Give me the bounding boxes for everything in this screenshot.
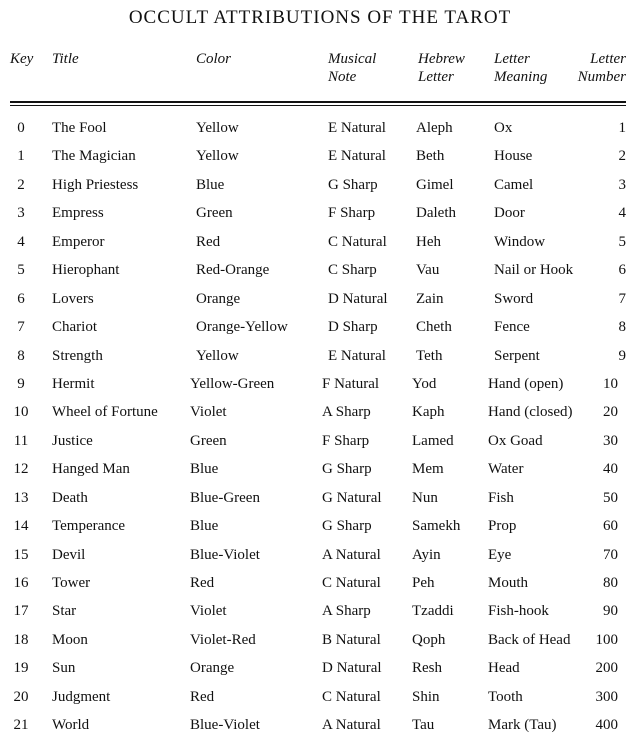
cell-title: Empress [52,205,104,222]
cell-hebrew-letter: Zain [416,290,444,307]
cell-color: Violet [190,404,227,421]
cell-key: 8 [17,347,25,364]
cell-key: 1 [17,148,25,165]
cell-letter-meaning: Mouth [488,575,529,591]
cell-letter-number: 5 [618,233,626,250]
header-key [10,50,33,68]
table-row [0,597,640,625]
cell-key: 0 [17,120,25,136]
cell-letter-meaning: Fence [494,319,530,336]
header-letter-meaning [494,50,547,86]
cell-letter-number: 400 [595,717,618,734]
cell-musical-note: C Natural [322,688,381,705]
table-row [0,199,640,227]
cell-letter-meaning: Water [488,461,524,478]
cell-color: Blue-Violet [190,717,260,734]
cell-color: Blue [196,176,225,193]
header-hebrew-letter [418,50,465,86]
cell-letter-number: 7 [618,290,626,307]
cell-hebrew-letter: Samekh [412,518,461,535]
cell-key: 12 [13,461,29,478]
cell-letter-number: 10 [603,375,618,392]
cell-key: 14 [13,518,29,535]
header-title-label: Title [52,51,79,67]
cell-letter-number: 90 [603,603,618,620]
cell-key: 15 [13,546,29,563]
table-row [0,171,640,199]
cell-letter-number: 300 [595,688,618,705]
table-header [0,50,640,98]
header-rule-thin [10,105,626,106]
cell-letter-number: 100 [595,631,618,648]
cell-key: 13 [13,489,29,506]
cell-letter-number: 200 [595,660,618,677]
cell-hebrew-letter: Gimel [416,176,454,193]
cell-musical-note: D Natural [328,290,388,307]
cell-letter-meaning: Camel [494,176,534,193]
cell-letter-number: 70 [603,546,618,563]
cell-key: 18 [13,631,29,648]
cell-color: Blue-Violet [190,546,260,563]
cell-key: 20 [13,688,29,705]
cell-hebrew-letter: Heh [416,233,441,250]
cell-letter-number: 80 [603,575,618,591]
cell-title: Sun [52,660,76,677]
cell-letter-number: 20 [603,404,618,421]
cell-key: 17 [13,603,29,620]
cell-musical-note: C Sharp [328,262,377,279]
cell-key: 19 [13,660,29,677]
cell-musical-note: F Sharp [322,432,370,449]
cell-color: Violet-Red [190,631,256,648]
table-row [0,683,640,711]
table-row [0,228,640,256]
cell-title: High Priestess [52,176,139,193]
cell-title: Wheel of Fortune [52,404,158,421]
cell-hebrew-letter: Tzaddi [412,603,454,620]
cell-letter-number: 40 [603,461,618,478]
table-row [0,114,640,142]
cell-musical-note: C Natural [322,575,381,591]
cell-musical-note: G Sharp [328,176,378,193]
cell-title: Strength [52,347,103,364]
cell-letter-number: 8 [618,319,626,336]
cell-musical-note: A Sharp [322,603,371,620]
cell-musical-note: D Sharp [328,319,378,336]
cell-hebrew-letter: Lamed [412,432,454,449]
cell-musical-note: D Natural [322,660,382,677]
cell-hebrew-letter: Nun [412,489,438,506]
header-rule-thick [10,101,626,103]
cell-musical-note: F Sharp [328,205,376,222]
header-hebrew-letter-line2: Letter [418,69,454,85]
cell-musical-note: E Natural [328,120,386,136]
cell-letter-number: 3 [618,176,626,193]
table-row [0,541,640,569]
cell-color: Orange [196,290,241,307]
header-color [196,50,231,68]
cell-musical-note: E Natural [328,148,386,165]
cell-letter-meaning: Door [494,205,525,222]
cell-letter-number: 60 [603,518,618,535]
cell-title: Temperance [52,518,126,535]
table-row [0,455,640,483]
cell-letter-number: 6 [618,262,626,279]
cell-letter-meaning: Serpent [494,347,540,364]
header-title [52,50,79,68]
cell-key: 21 [13,717,29,734]
cell-title: Tower [52,575,91,591]
cell-musical-note: E Natural [328,347,386,364]
table-row [0,484,640,512]
header-key-label: Key [10,51,34,67]
table-row [0,427,640,455]
cell-musical-note: B Natural [322,631,381,648]
cell-hebrew-letter: Yod [412,375,437,392]
cell-letter-meaning: Fish-hook [488,603,549,620]
table-row [0,285,640,313]
table-row [0,711,640,739]
cell-key: 7 [17,319,25,336]
cell-letter-meaning: Back of Head [488,631,571,648]
cell-color: Blue-Green [190,489,260,506]
cell-musical-note: G Natural [322,489,382,506]
cell-letter-number: 50 [603,489,618,506]
table-row [0,626,640,654]
cell-title: Death [52,489,88,506]
cell-title: Star [52,603,77,620]
cell-title: Emperor [52,233,105,250]
cell-hebrew-letter: Teth [416,347,443,364]
cell-letter-number: 9 [618,347,626,364]
cell-hebrew-letter: Cheth [416,319,452,336]
table-row [0,654,640,682]
cell-key: 4 [17,233,25,250]
cell-letter-number: 4 [618,205,626,222]
page-title: OCCULT ATTRIBUTIONS OF THE TAROT [128,7,512,28]
cell-color: Red [196,233,221,250]
table-row [0,142,640,170]
cell-letter-meaning: Ox Goad [488,432,543,449]
cell-letter-meaning: Hand (open) [488,375,564,392]
cell-hebrew-letter: Qoph [412,631,446,648]
header-color-label: Color [196,51,232,67]
table-row [0,512,640,540]
cell-letter-meaning: Nail or Hook [494,262,574,279]
cell-musical-note: A Natural [322,717,381,734]
cell-letter-number: 1 [618,120,626,136]
header-letter-number-line1: Letter [590,51,626,67]
cell-title: Judgment [52,688,111,705]
cell-musical-note: A Sharp [322,404,371,421]
header-letter-meaning-line1: Letter [494,51,530,67]
cell-musical-note: A Natural [322,546,381,563]
cell-hebrew-letter: Daleth [416,205,456,222]
header-musical-note [328,50,376,86]
header-letter-number [578,50,626,86]
cell-hebrew-letter: Peh [412,575,435,591]
cell-title: The Fool [52,120,107,136]
cell-title: Moon [52,631,88,648]
cell-color: Red-Orange [196,262,270,279]
table-row [0,342,640,370]
header-letter-meaning-line2: Meaning [494,69,548,85]
table-row [0,398,640,426]
cell-color: Yellow [196,120,239,136]
cell-letter-meaning: Prop [488,518,517,535]
cell-letter-number: 30 [603,432,618,449]
cell-letter-meaning: Eye [488,546,512,563]
cell-key: 5 [17,262,25,279]
cell-hebrew-letter: Shin [412,688,440,705]
cell-key: 2 [17,176,25,193]
cell-color: Orange [190,660,235,677]
cell-title: Justice [52,432,93,449]
cell-color: Orange-Yellow [196,319,288,336]
table-row [0,569,640,597]
cell-title: The Magician [52,148,136,165]
cell-title: Chariot [52,319,97,336]
cell-hebrew-letter: Ayin [412,546,441,563]
cell-key: 11 [13,432,29,449]
cell-letter-meaning: Hand (closed) [488,404,573,421]
header-hebrew-letter-line1: Hebrew [418,51,465,67]
cell-hebrew-letter: Tau [412,717,435,734]
table-row [0,370,640,398]
table-row [0,256,640,284]
cell-hebrew-letter: Beth [416,148,445,165]
cell-key: 16 [13,575,29,591]
cell-letter-meaning: Ox [494,120,513,136]
cell-musical-note: C Natural [328,233,387,250]
cell-title: Devil [52,546,86,563]
cell-letter-meaning: Sword [494,290,534,307]
cell-hebrew-letter: Resh [412,660,442,677]
cell-title: World [52,717,90,734]
cell-color: Red [190,688,215,705]
cell-hebrew-letter: Mem [412,461,444,478]
cell-letter-meaning: Mark (Tau) [488,717,557,734]
cell-key: 10 [13,404,29,421]
cell-color: Red [190,575,215,591]
cell-letter-meaning: House [494,148,533,165]
header-letter-number-line2: Number [577,69,626,85]
cell-color: Yellow-Green [190,375,275,392]
table-row [0,313,640,341]
cell-hebrew-letter: Kaph [412,404,445,421]
cell-title: Hermit [52,375,95,392]
cell-musical-note: G Sharp [322,461,372,478]
cell-key: 9 [17,375,25,392]
cell-musical-note: G Sharp [322,518,372,535]
cell-letter-meaning: Head [488,660,520,677]
table-body [0,114,640,740]
cell-title: Hanged Man [52,461,130,478]
cell-title: Hierophant [52,262,120,279]
cell-musical-note: F Natural [322,375,380,392]
cell-letter-number: 2 [618,148,626,165]
header-musical-note-line2: Note [328,69,357,85]
cell-letter-meaning: Tooth [488,688,523,705]
cell-title: Lovers [52,290,94,307]
cell-color: Violet [190,603,227,620]
cell-color: Blue [190,461,219,478]
cell-hebrew-letter: Aleph [416,120,453,136]
cell-color: Green [190,432,227,449]
header-musical-note-line1: Musical [328,51,377,67]
cell-letter-meaning: Fish [488,489,514,506]
cell-letter-meaning: Window [494,233,546,250]
cell-color: Blue [190,518,219,535]
cell-color: Yellow [196,148,239,165]
cell-key: 6 [17,290,25,307]
cell-color: Yellow [196,347,239,364]
cell-hebrew-letter: Vau [416,262,440,279]
cell-color: Green [196,205,233,222]
cell-key: 3 [17,205,25,222]
